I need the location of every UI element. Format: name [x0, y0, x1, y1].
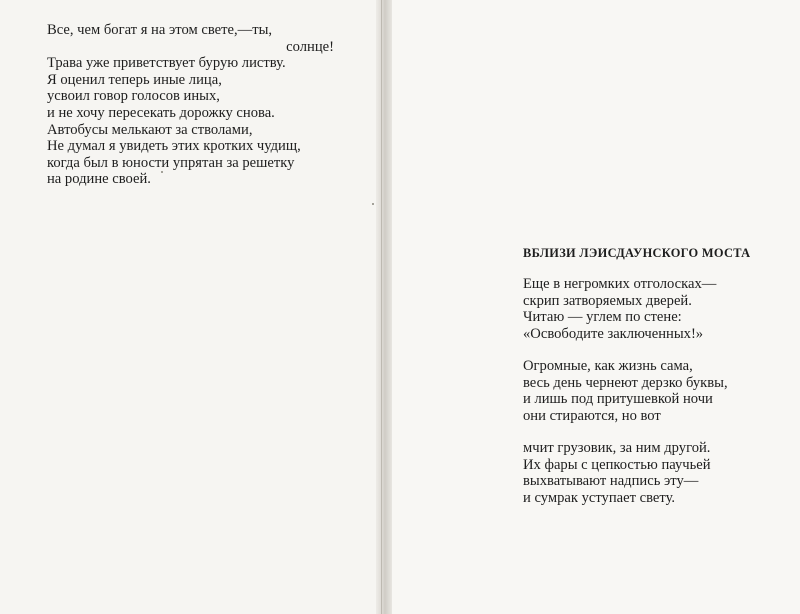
- poem-line: весь день чернеют дерзко буквы,: [523, 374, 728, 391]
- poem-line: на родине своей.: [47, 171, 151, 188]
- poem-line: Трава уже приветствует бурую листву.: [47, 55, 286, 72]
- poem-line: Все, чем богат я на этом свете,—ты,: [47, 22, 273, 38]
- poem-stanza: [523, 358, 763, 424]
- poem-line: «Освободите заключенных!»: [523, 325, 704, 342]
- poem-line: солнце!: [286, 38, 334, 55]
- poem-line: и не хочу пересекать дорожку снова.: [47, 104, 275, 121]
- poem-line: и сумрак уступает свету.: [523, 489, 676, 506]
- poem-line: Автобусы мелькают за стволами,: [47, 121, 253, 138]
- poem-line: мчит грузовик, за ним другой.: [523, 439, 711, 456]
- gutter-fold-line: [381, 0, 382, 614]
- poem-line: и лишь под притушевкой ночи: [523, 391, 713, 408]
- paper-speck: [161, 171, 163, 173]
- poem-title: ВБЛИЗИ ЛЭИСДАУНСКОГО МОСТА: [523, 246, 751, 260]
- poem-stanza: [523, 276, 763, 342]
- poem-line: Еще в негромких отголосках—: [523, 276, 717, 292]
- left-page-poem: [47, 22, 347, 188]
- poem-line: когда был в юности упрятан за решетку: [47, 154, 295, 171]
- poem-line: Читаю — углем по стене:: [523, 309, 682, 326]
- poem-stanza: [523, 440, 763, 506]
- paper-speck: [372, 203, 374, 205]
- poem-line: они стираются, но вот: [523, 407, 661, 424]
- poem-line: Огромные, как жизнь сама,: [523, 357, 693, 374]
- poem-line: Я оценил теперь иные лица,: [47, 71, 222, 88]
- poem-line: Не думал я увидеть этих кротких чудищ,: [47, 138, 301, 155]
- poem-line: Их фары с цепкостью паучьей: [523, 456, 711, 473]
- poem-line: усвоил говор голосов иных,: [47, 88, 220, 105]
- poem-line: скрип затворяемых дверей.: [523, 292, 692, 309]
- right-page-poem: [523, 276, 763, 522]
- poem-line: выхватывают надпись эту—: [523, 473, 699, 490]
- book-gutter: [376, 0, 392, 614]
